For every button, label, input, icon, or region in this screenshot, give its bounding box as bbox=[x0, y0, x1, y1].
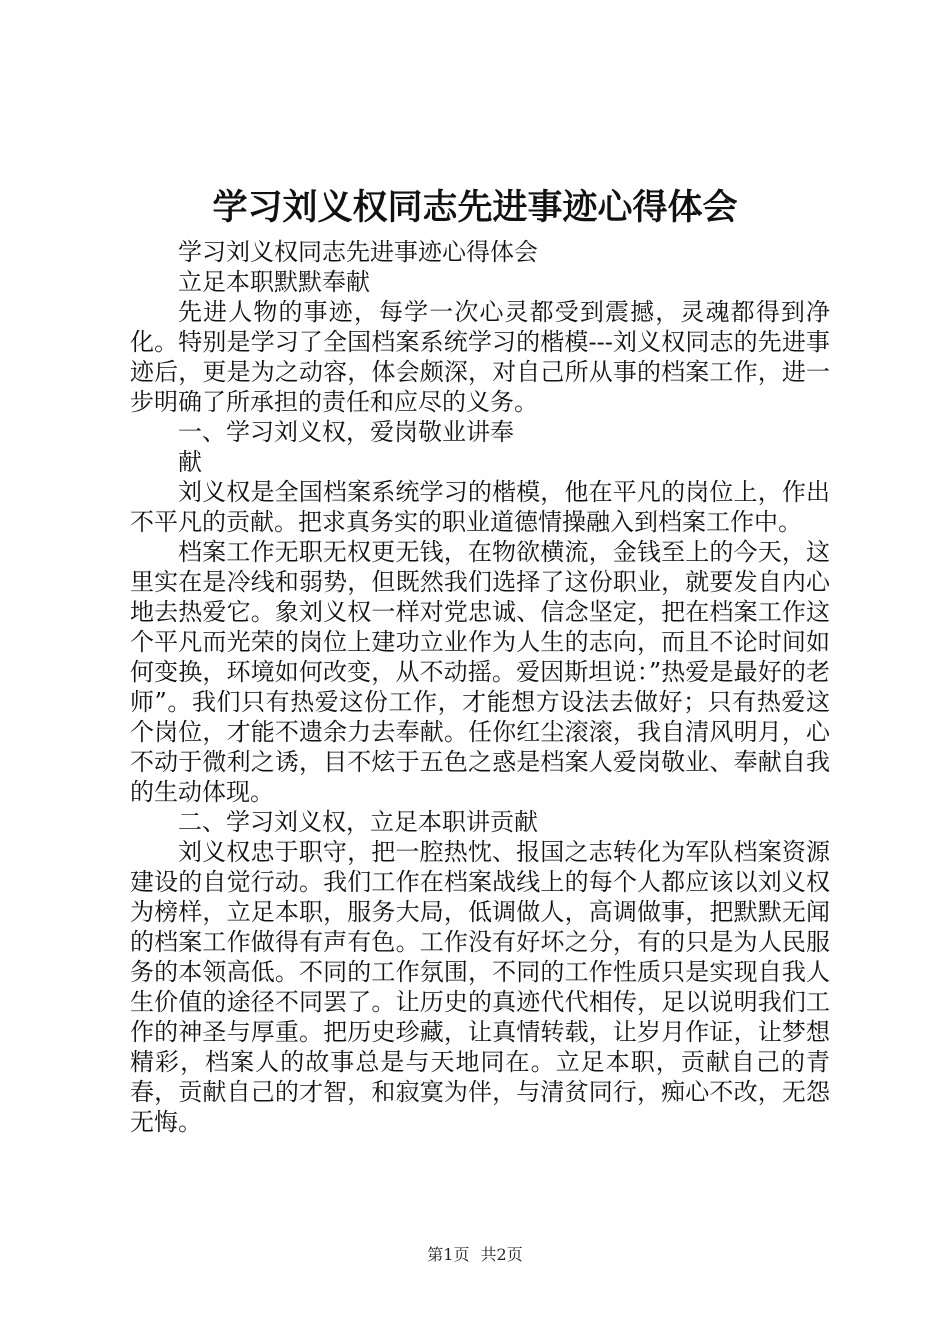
paragraph-subtitle: 学习刘义权同志先进事迹心得体会 bbox=[178, 238, 538, 266]
page-number: 第1页 bbox=[427, 1245, 470, 1264]
section-heading-one: 一、学习刘义权，爱岗敬业讲奉 bbox=[178, 418, 514, 446]
paragraph-body: 刘义权忠于职守，把一腔热忱、报国之志转化为军队档案资源建设的自觉行动。我们工作在档案战线上的每个人都应该以刘义权为榜样，立足本职，服务大局，低调做人，高调做事，把默默无闻的档案工作做得有声有色。工作没有好坏之分，有的只是为人民服务的本领高低。不同的工作氛围，不同的工作性质只是实现自我人生价值的途径不同罢了。让历史的真迹代代相传，足以说明我们工作的神圣与厚重。把历史珍藏，让真情转载，让岁月作证，让梦想精彩，档案人的故事总是与天地同在。立足本职，贡献自己的青春，贡献自己的才智，和寂寞为伴，与清贫同行，痴心不改，无怨无悔。 bbox=[130, 838, 830, 1136]
paragraph-body: 档案工作无职无权更无钱，在物欲横流，金钱至上的今天，这里实在是冷线和弱势，但既然我们选择了这份职业，就要发自内心地去热爱它。象刘义权一样对党忠诚、信念坚定，把在档案工作这个平凡而光荣的岗位上建功立业作为人生的志向，而且不论时间如何变换，环境如何改变，从不动摇。爱因斯坦说：”热爱是最好的老师”。我们只有热爱这份工作，才能想方设法去做好；只有热爱这个岗位，才能不遗余力去奉献。任你红尘滚滚，我自清风明月，心不动于微利之诱，目不炫于五色之惑是档案人爱岗敬业、奉献自我的生动体现。 bbox=[130, 538, 830, 806]
paragraph-theme: 立足本职默默奉献 bbox=[178, 268, 370, 296]
document-body bbox=[130, 237, 830, 1137]
page-footer bbox=[0, 1244, 950, 1266]
section-heading-two: 二、学习刘义权，立足本职讲贡献 bbox=[178, 808, 538, 836]
page-total: 共2页 bbox=[480, 1245, 523, 1264]
document-title: 学习刘义权同志先进事迹心得体会 bbox=[212, 187, 738, 228]
paragraph-intro: 先进人物的事迹，每学一次心灵都受到震撼，灵魂都得到净化。特别是学习了全国档案系统学习的楷模---刘义权同志的先进事迹后，更是为之动容，体会颇深，对自己所从事的档案工作，进一步明确了所承担的责任和应尽的义务。 bbox=[130, 298, 830, 416]
section-heading-one-continued: 献 bbox=[178, 448, 202, 476]
paragraph-body: 刘义权是全国档案系统学习的楷模，他在平凡的岗位上，作出不平凡的贡献。把求真务实的职业道德情操融入到档案工作中。 bbox=[130, 478, 830, 536]
